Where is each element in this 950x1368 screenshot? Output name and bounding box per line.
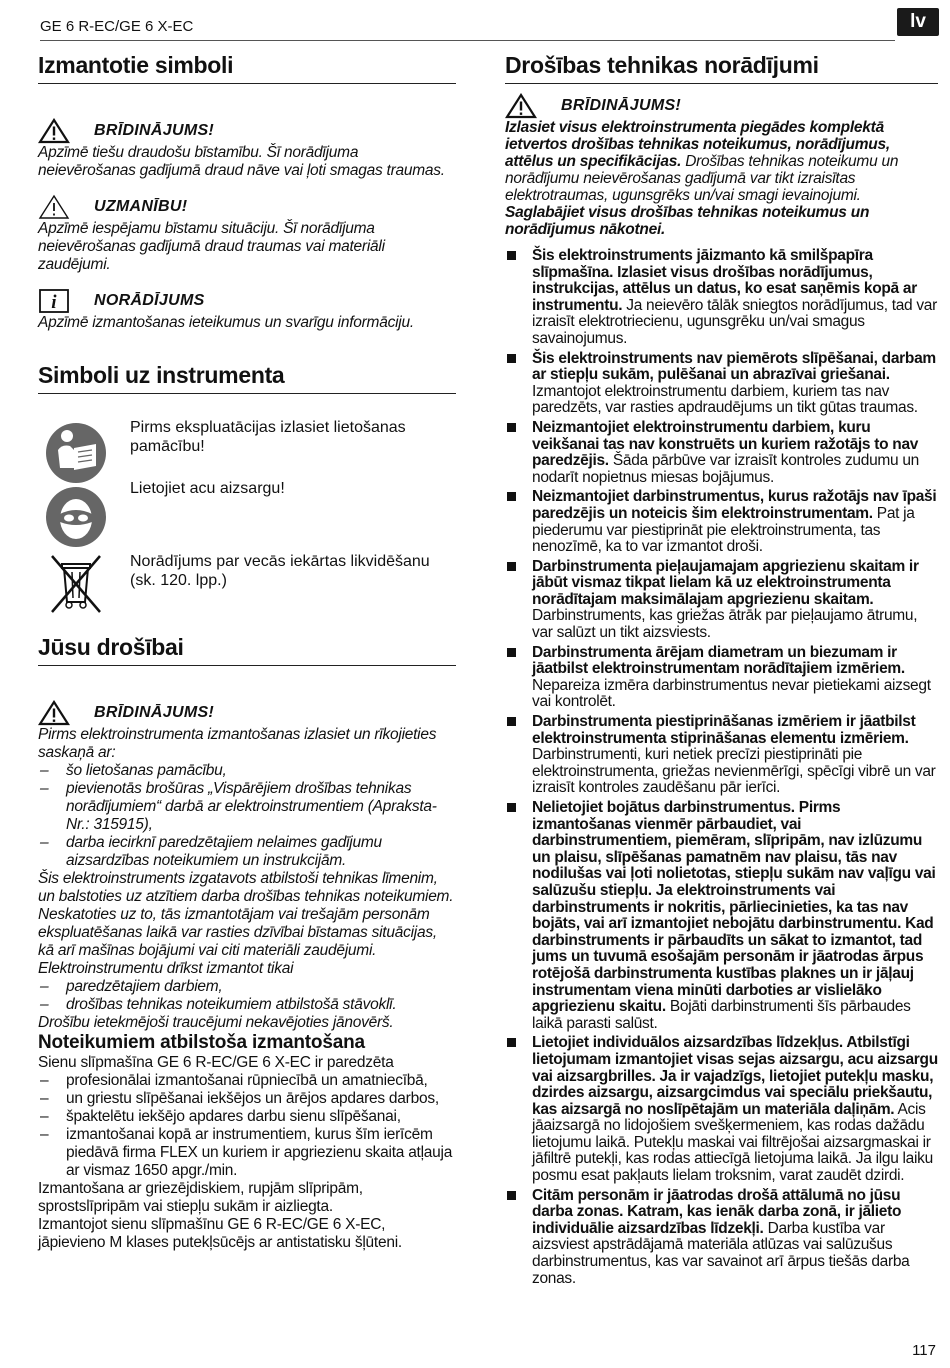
- warning-bold-text: Saglabājiet visus drošības tehnikas noteikumus un norādījumus nākotnei.: [505, 204, 870, 238]
- list-item: – un griestu slīpēšanai iekšējos un ārējos apdares darbos,: [38, 1090, 456, 1108]
- list-item: Lietojiet individuālos aizsardzības līdzekļus. Atbilstīgi lietojumam izmantojiet visas sejas aizsargu, acu aizsargu vai aizsargbrilles. Ja ir vajadzīgs, lietojiet putekļu masku, dzirdes aizsargu, aizsargcimdus vai speciālu priekšautu, kas aizsargā no noslīpētajām un materiāla daļiņām. Acis jāaizsargā no lidojošiem svešķermeniem, kas rodas dažādu lietojumu laikā. Putekļu maskai vai filtrējošai aizsargmaskai ir jāfiltrē putekļi, kas rodas attiecīgā lietojuma laikā. Ja ilgu laiku posmu esat pakļauts lielam troksnim, varat zaudēt dzirdi.: [505, 1035, 938, 1184]
- header-model: GE 6 R-EC/GE 6 X-EC: [40, 18, 194, 35]
- bullet-square-icon: [507, 648, 516, 657]
- warning-title: BRĪDINĀJUMS!: [94, 704, 215, 721]
- tool-symbol-row: [38, 550, 456, 616]
- warning-title: BRĪDINĀJUMS!: [94, 122, 215, 139]
- safety-instructions-heading: Drošības tehnikas norādījumi: [505, 52, 938, 84]
- caution-triangle-icon: [38, 194, 70, 220]
- note-title: NORĀDĪJUMS: [94, 292, 205, 309]
- list-item: Neizmantojiet elektroinstrumentu darbiem, kuru veikšanai tas nav konstruēts un kuriem ražotājs to nav paredzējis. Šāda pārbūve var izraisīt kontroles zudumu un nodarīt nopietnus miesas bojājumus.: [505, 420, 938, 486]
- list-item: – izmantošanai kopā ar instrumentiem, kurus šīm ierīcēm piedāvā firma FLEX un kuriem ir apgriezienu skaita atļauja ar vismaz 1650 apgr./min.: [38, 1126, 456, 1180]
- right-column: [505, 52, 938, 1290]
- header-rule: [40, 40, 895, 41]
- language-badge: lv: [897, 8, 939, 36]
- list-item: – pievienotās brošūras „Vispārējiem drošības tehnikas norādījumiem“ darbā ar elektroinstrumentiem (Apraksta-Nr.: 315915),: [38, 780, 456, 834]
- warning-triangle-icon: [505, 93, 537, 119]
- list-item: – darba iecirknī paredzētajiem nelaimes gadījumu aizsardzības noteikumiem un instrukcijām.: [38, 834, 456, 870]
- list-item: Nelietojiet bojātus darbinstrumentus. Pirms izmantošanas vienmēr pārbaudiet, vai darbinstrumentiem, piemēram, slīpripām, nav izlūzumu un plaisu, slīpēšanas pamatnēm nav plaisu, tās nav nodilušas vai ļoti nolietotas, stiepļu sukām nav vaļīgu vai salūzušu stiepļu. Ja elektroinstruments vai darbinstruments ir nokritis, pārliecinieties, ka tas nav bojāts, vai arī izmantojiet nebojātu darbinstrumentu. Kad darbinstruments ir pārbaudīts un sākat to izmantot, tad jums un tuvumā esošajām personām ir jāatrodas ārpus rotējošā darbinstrumenta kustības plaknes un ir jāļauj instrumentam viena minūti darboties ar vislielāko apgriezienu skaitu. Bojāti darbinstrumenti šīs pārbaudes laikā parasti salūst.: [505, 800, 938, 1032]
- warning-intro: Pirms elektroinstrumenta izmantošanas izlasiet un rīkojieties saskaņā ar:: [38, 726, 437, 761]
- list-item: – profesionālai izmantošanai rūpniecībā un amatniecībā,: [38, 1072, 456, 1090]
- bullet-square-icon: [507, 251, 516, 260]
- safety-warning-block: [505, 93, 938, 238]
- bullet-square-icon: [507, 562, 516, 571]
- warning-paragraph: Elektroinstrumentu drīkst izmantot tikai: [38, 960, 294, 977]
- list-item: Šis elektroinstruments nav piemērots slīpēšanai, darbam ar stiepļu sukām, pulēšanai un abrazīvai griešanai. Izmantojot elektroinstrumentu darbiem, kuriem tas nav paredzēts, var rasties apdraudējums un tikt gūtas traumas.: [505, 351, 938, 417]
- list-item: – špaktelētu iekšējo apdares darbu sienu slīpēšanai,: [38, 1108, 456, 1126]
- read-manual-icon: [38, 420, 110, 484]
- list-item: Citām personām ir jāatrodas drošā attālumā no jūsu darba zonas. Katram, kas ienāk darba zonā, ir jālieto individuālie aizsardzības līdzekļi. Darba kustība var aizsviest apstrādājamā materiāla atlūzas vai salūzušus darbinstrumentus, kas var savainot arī ārpus tiešās darba zonas.: [505, 1188, 938, 1288]
- intended-use-section: [38, 1032, 456, 1252]
- warning-triangle-icon: [38, 118, 70, 144]
- warning-block: [38, 118, 456, 180]
- symbols-heading: Izmantotie simboli: [38, 52, 456, 84]
- list-item: Šis elektroinstruments jāizmanto kā smilšpapīra slīpmašīna. Izlasiet visus drošības norādījumus, instrukcijas, attēlus un datus, ko esat saņēmis kopā ar instrumentu. Ja neievēro tālāk sniegtos norādījumus, tad var izraisīt elektrotriecienu, ugunsgrēku un/vai smagus savainojumus.: [505, 248, 938, 348]
- list-item: Darbinstrumenta piestiprināšanas izmēriem ir jāatbilst elektroinstrumenta stiprināšanas elementu izmēriem. Darbinstrumenti, kuri netiek precīzi piestiprināti pie elektroinstrumenta, griežas nevienmērīgi, spēcīgi vibrē un var izraisīt kontroles zaudēšanu pār ierīci.: [505, 714, 938, 797]
- crossed-bin-icon: [38, 550, 110, 614]
- tool-symbol-text: Norādījums par vecās iekārtas likvidēšanu (sk. 120. lpp.): [130, 553, 430, 589]
- intended-use-heading: Noteikumiem atbilstoša izmantošana: [38, 1032, 365, 1053]
- caution-title: UZMANĪBU!: [94, 198, 188, 215]
- list-item: – paredzētajiem darbiem,: [38, 978, 456, 996]
- bullet-square-icon: [507, 423, 516, 432]
- warning-text: Drošības tehnikas noteikumu un norādījumu neievērošanas gadījumā var tikt izraisītas elektrotraumas, ugunsgrēks un/vai smagi ievainojumi.: [505, 153, 899, 204]
- warning-paragraph: Šis elektroinstruments izgatavots atbilstoši tehnikas līmenim, un balstoties uz atzītiem darba drošības tehnikas noteikumiem. Neskatoties uz to, tās izmantotājam vai trešajām personām ekspluatēšanas laikā var rasties dzīvībai bīstamas situācijas, kā arī mašīnas bojājumi vai citi materiāli zaudējumi.: [38, 870, 454, 959]
- safety-warning-block: [38, 700, 456, 1032]
- warning-paragraph: Drošību ietekmējoši traucējumi nekavējoties jānovērš.: [38, 1014, 394, 1031]
- warning-bold-text: Izlasiet visus elektroinstrumenta piegādes komplektā ietvertos drošības tehnikas noteikumus, norādījumus, attēlus un specifikācijas.: [505, 119, 890, 170]
- safety-heading: Jūsu drošībai: [38, 634, 456, 666]
- note-block: [38, 288, 456, 332]
- caution-text: Apzīmē iespējamu bīstamu situāciju. Šī norādījuma neievērošanas gadījumā draud traumas vai materiāli zaudējumi.: [38, 220, 385, 273]
- warning-text: Apzīmē tiešu draudošu bīstamību. Šī norādījuma neievērošanas gadījumā draud nāve vai ļoti smagas traumas.: [38, 144, 445, 179]
- list-item: Neizmantojiet darbinstrumentus, kurus ražotājs nav īpaši paredzējis un noteicis šim elektroinstrumentam. Pat ja piederumu var piestiprināt pie elektroinstrumenta, tas nenozīmē, ka to var izmantot droši.: [505, 489, 938, 555]
- eye-protection-icon: [38, 484, 110, 548]
- tool-symbol-text: Pirms ekspluatācijas izlasiet lietošanas pamācību!: [130, 419, 406, 455]
- tool-symbol-row: [38, 420, 456, 482]
- page-number: 117: [912, 1342, 936, 1359]
- intended-use-paragraph: Izmantojot sienu slīpmašīnu GE 6 R-EC/GE 6 X-EC, jāpievieno M klases putekļsūcējs ar antistatisku šļūteni.: [38, 1216, 402, 1251]
- info-box-icon: [38, 288, 70, 314]
- warning-title: BRĪDINĀJUMS!: [561, 97, 682, 114]
- svg-text:i: i: [51, 292, 57, 313]
- safety-bullet-list: [505, 248, 938, 1287]
- list-item: – drošības tehnikas noteikumiem atbilstošā stāvoklī.: [38, 996, 456, 1014]
- bullet-square-icon: [507, 492, 516, 501]
- list-item: – šo lietošanas pamācību,: [38, 762, 456, 780]
- left-column: [38, 52, 456, 1252]
- tool-symbol-text: Lietojiet acu aizsargu!: [130, 480, 285, 497]
- bullet-square-icon: [507, 803, 516, 812]
- bullet-square-icon: [507, 717, 516, 726]
- tool-symbols-list: [38, 420, 456, 616]
- tool-symbols-heading: Simboli uz instrumenta: [38, 362, 456, 394]
- warning-triangle-icon: [38, 700, 70, 726]
- note-text: Apzīmē izmantošanas ieteikumus un svarīgu informāciju.: [38, 314, 414, 331]
- tool-symbol-row: [38, 480, 456, 550]
- bullet-square-icon: [507, 1191, 516, 1200]
- caution-block: [38, 194, 456, 274]
- list-item: Darbinstrumenta ārējam diametram un biezumam ir jāatbilst elektroinstrumentam norādītajiem izmēriem. Nepareiza izmēra darbinstrumentus nevar pietiekami aizsegt vai kontrolēt.: [505, 645, 938, 711]
- list-item: Darbinstrumenta pieļaujamajam apgriezienu skaitam ir jābūt vismaz tikpat lielam kā uz elektroinstrumenta norādītajam maksimālajam apgriezienu skaitam. Darbinstruments, kas griežas ātrāk par pieļaujamo ātrumu, var salūzt un tikt aizsviests.: [505, 559, 938, 642]
- intended-use-paragraph: Izmantošana ar griezējdiskiem, rupjām slīpripām, sprostslīpripām vai stiepļu sukām ir aizliegta.: [38, 1180, 363, 1215]
- intended-use-intro: Sienu slīpmašīna GE 6 R-EC/GE 6 X-EC ir paredzēta: [38, 1054, 394, 1071]
- bullet-square-icon: [507, 1038, 516, 1047]
- bullet-square-icon: [507, 354, 516, 363]
